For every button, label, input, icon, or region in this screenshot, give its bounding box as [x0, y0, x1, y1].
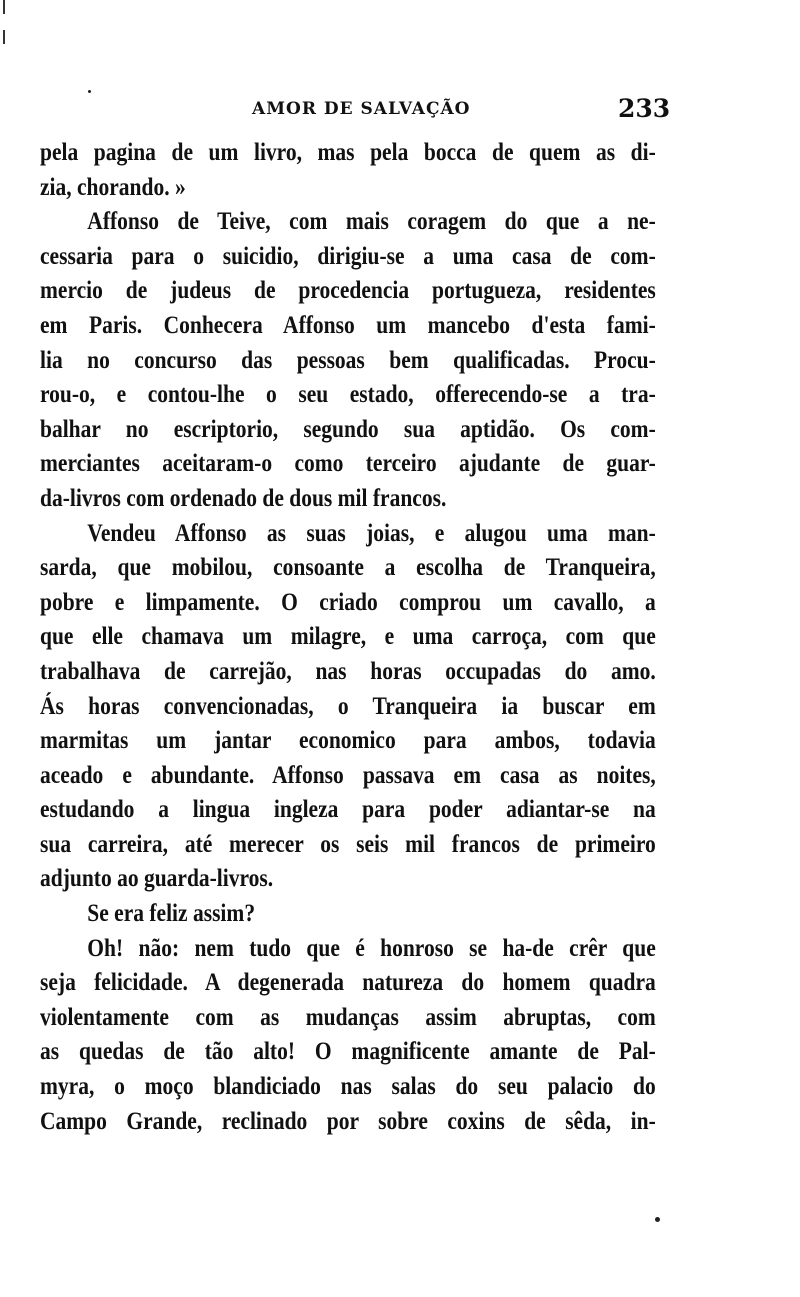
text-line: estudando a lingua ingleza para poder adiantar-se na [40, 796, 656, 824]
text-line: myra, o moço blandiciado nas salas do seu palacio do [40, 1073, 656, 1101]
page-header [40, 94, 671, 128]
text-line: sarda, que mobilou, consoante a escolha de Tranqueira, [40, 554, 656, 582]
body-text [40, 136, 658, 1139]
text-line: lia no concurso das pessoas bem qualificadas. Procu- [40, 346, 656, 374]
text-line: zia, chorando. » [40, 173, 186, 201]
text-line: que elle chamava um milagre, e uma carroça, com que [40, 623, 656, 651]
text-line: Vendeu Affonso as suas joias, e alugou uma man- [87, 519, 656, 547]
text-line: as quedas de tão alto! O magnificente amante de Pal- [40, 1038, 656, 1066]
text-line: Oh! não: nem tudo que é honroso se ha-de crêr que [87, 934, 656, 962]
print-speck [88, 90, 91, 93]
text-line: pobre e limpamente. O criado comprou um cavallo, a [40, 588, 656, 616]
text-line: Ás horas convencionadas, o Tranqueira ia buscar em [40, 692, 656, 720]
text-line: mercio de judeus de procedencia portugueza, residentes [40, 277, 656, 305]
print-speck [655, 1217, 660, 1222]
text-line: trabalhava de carrejão, nas horas occupadas do amo. [40, 657, 656, 685]
running-title: AMOR DE SALVAÇÃO [252, 99, 471, 119]
text-line: cessaria para o suicidio, dirigiu-se a uma casa de com- [40, 242, 656, 270]
text-line: adjunto ao guarda-livros. [40, 865, 274, 893]
text-line: da-livros com ordenado de dous mil francos. [40, 484, 447, 512]
text-line: sua carreira, até merecer os seis mil francos de primeiro [40, 830, 656, 858]
text-line: Campo Grande, reclinado por sobre coxins de sêda, in- [40, 1107, 656, 1135]
text-line: Se era feliz assim? [87, 900, 256, 928]
text-line: seja felicidade. A degenerada natureza do homem quadra [40, 969, 656, 997]
text-line: em Paris. Conhecera Affonso um mancebo d'esta fami- [40, 311, 656, 339]
text-line: merciantes aceitaram-o como terceiro ajudante de guar- [40, 450, 656, 478]
page-edge-mark [3, 0, 5, 50]
text-line: balhar no escriptorio, segundo sua aptidão. Os com- [40, 415, 656, 443]
text-line: marmitas um jantar economico para ambos, todavia [40, 727, 656, 755]
page-number: 233 [618, 94, 671, 123]
text-line: rou-o, e contou-lhe o seu estado, offerecendo-se a tra- [40, 381, 656, 409]
text-line: violentamente com as mudanças assim abruptas, com [40, 1003, 656, 1031]
text-line: Affonso de Teive, com mais coragem do que a ne- [87, 208, 656, 236]
text-line: aceado e abundante. Affonso passava em casa as noites, [40, 761, 656, 789]
text-line: pela pagina de um livro, mas pela bocca de quem as di- [40, 139, 656, 166]
